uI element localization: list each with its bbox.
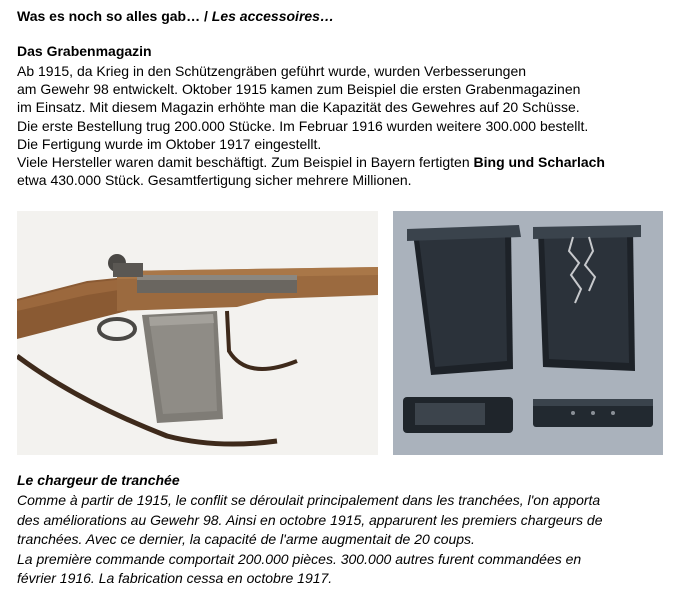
rifle-illustration [17, 211, 378, 455]
german-line: Die erste Bestellung trug 200.000 Stücke. Im Februar 1916 wurden weitere 300.000 bestellt. [17, 117, 589, 134]
french-section-title: Le chargeur de tranchée [17, 472, 180, 488]
german-section-title: Das Grabenmagazin [17, 43, 152, 59]
page-header [17, 8, 334, 24]
german-line: Die Fertigung wurde im Oktober 1917 eingestellt. [17, 135, 322, 152]
french-line: Comme à partir de 1915, le conflit se déroulait principalement dans les tranchées, l'on apporta [17, 492, 601, 508]
german-section-body [17, 62, 677, 189]
german-line: im Einsatz. Mit diesem Magazin erhöhte man die Kapazität des Gewehres auf 20 Schüsse. [17, 99, 580, 116]
magazines-photo [393, 211, 663, 455]
french-line: La première commande comportait 200.000 pièces. 300.000 autres furent commandées en [17, 550, 582, 567]
french-line: des améliorations au Gewehr 98. Ainsi en octobre 1915, apparurent les premiers chargeurs de [17, 511, 603, 528]
header-prefix: Was es noch so alles gab… / [17, 8, 212, 24]
french-section-body [17, 491, 681, 589]
french-line: tranchées. Avec ce dernier, la capacité de l'arme augmentait de 20 coups. [17, 531, 475, 547]
german-line: am Gewehr 98 entwickelt. Oktober 1915 kamen zum Beispiel die ersten Grabenmagazinen [17, 81, 581, 98]
german-line-text: Viele Hersteller waren damit beschäftigt. Zum Beispiel in Bayern fertigten [17, 154, 474, 171]
german-line [17, 153, 677, 171]
german-line: etwa 430.000 Stück. Gesamtfertigung sicher mehrere Millionen. [17, 172, 412, 189]
german-line: Ab 1915, da Krieg in den Schützengräben geführt wurde, wurden Verbesserungen [17, 63, 527, 79]
french-line: février 1916. La fabrication cessa en octobre 1917. [17, 570, 333, 586]
manufacturer-name: Bing und Scharlach [473, 154, 605, 171]
rifle-photo [17, 211, 378, 455]
header-suffix: Les accessoires… [211, 8, 334, 24]
magazines-illustration [393, 211, 663, 455]
